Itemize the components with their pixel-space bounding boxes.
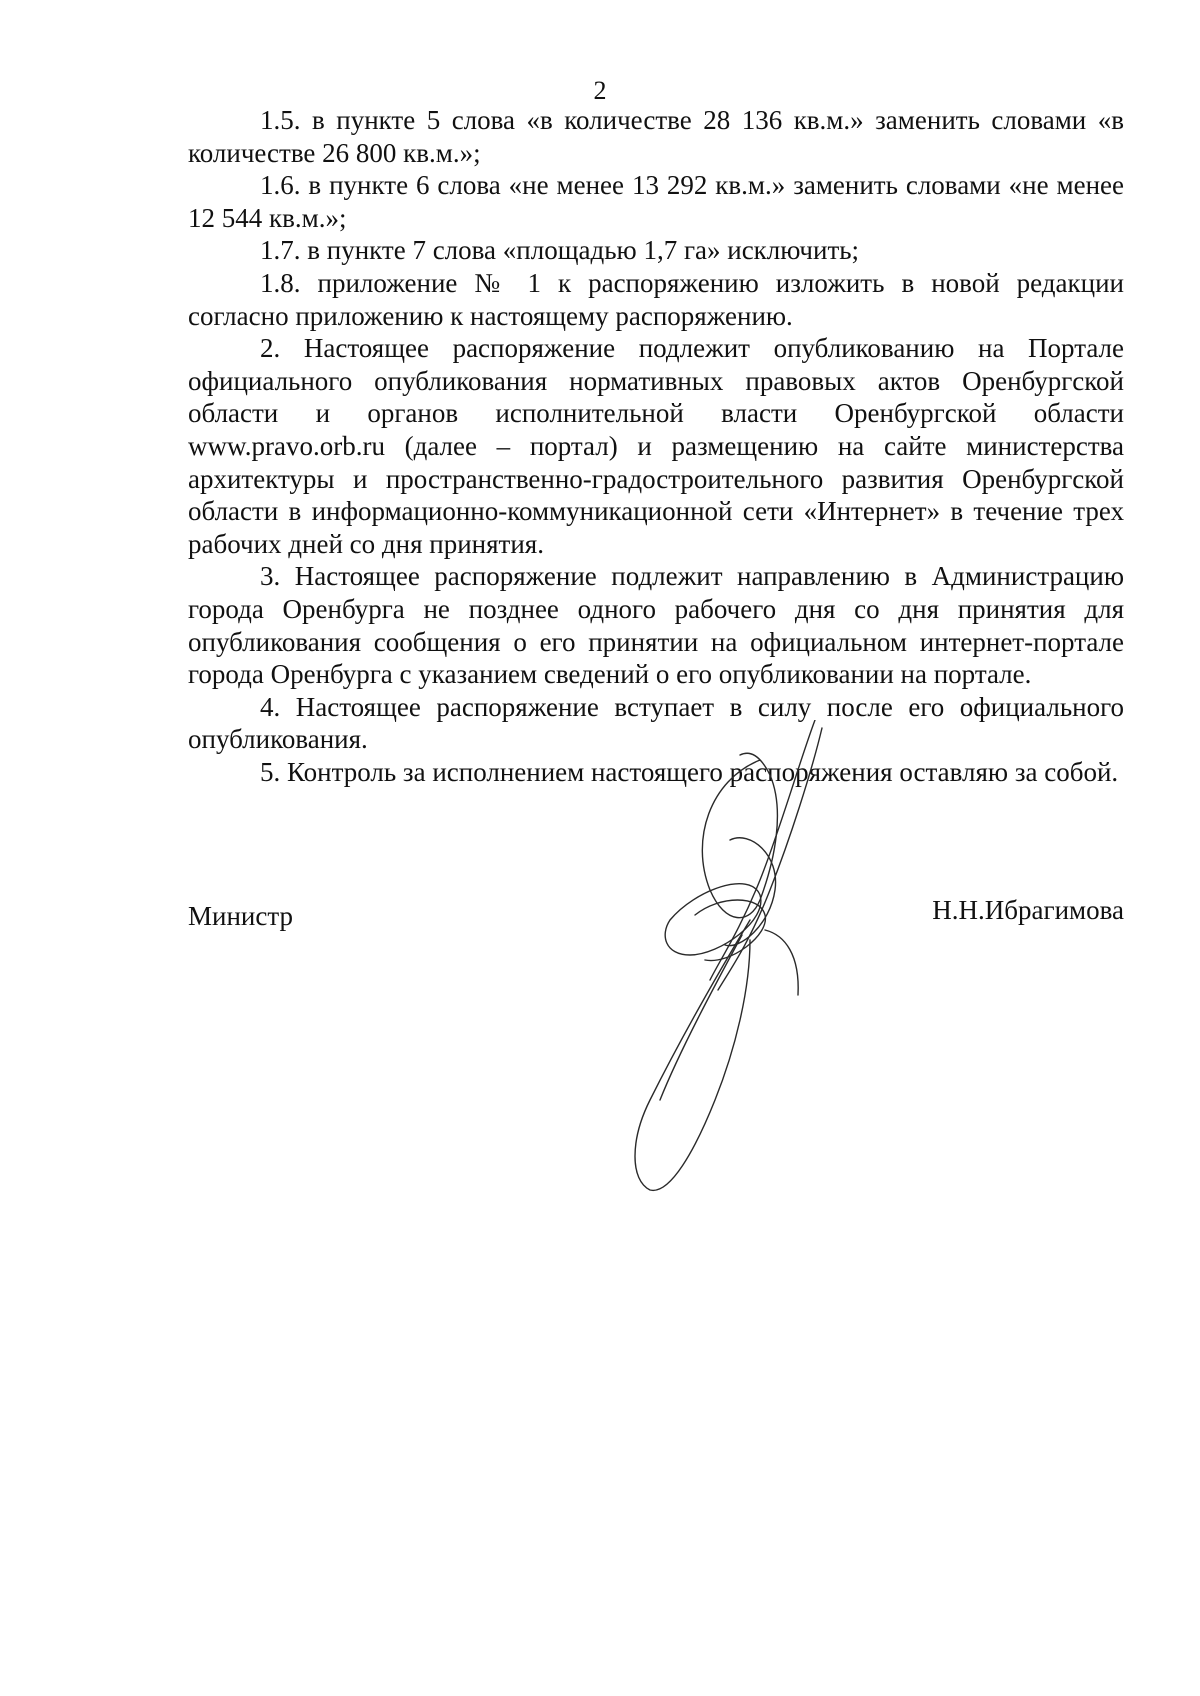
paragraph-1-7: 1.7. в пункте 7 слова «площадью 1,7 га» исключить;: [260, 235, 860, 266]
paragraph-3: 3. Настоящее распоряжение подлежит направлению в Администрацию города Оренбурга не позднее одного рабочего дня со дня принятия для опубликования сообщения о его принятии на официальном интернет-портале города Оренбурга с указанием сведений о его опубликовании на портале.: [188, 561, 1124, 690]
page-number: 2: [593, 76, 607, 105]
document-body: [188, 104, 1124, 788]
signatory-title: Министр: [188, 901, 293, 931]
paragraph-4: 4. Настоящее распоряжение вступает в силу после его официального опубликования.: [188, 691, 1124, 755]
paragraph-1-6: 1.6. в пункте 6 слова «не менее 13 292 кв.м.» заменить словами «не менее 12 544 кв.м.»;: [188, 170, 1124, 233]
paragraph-1-5: 1.5. в пункте 5 слова «в количестве 28 136 кв.м.» заменить словами «в количестве 26 800 кв.м.»;: [188, 105, 1124, 168]
paragraph-5: 5. Контроль за исполнением настоящего распоряжения оставляю за собой.: [260, 756, 1119, 787]
paragraph-1-8: 1.8. приложение № 1 к распоряжению изложить в новой редакции согласно приложению к настоящему распоряжению.: [188, 267, 1124, 331]
handwritten-signature: [600, 720, 940, 1220]
signatory-name: Н.Н.Ибрагимова: [932, 895, 1124, 925]
paragraph-2: 2. Настоящее распоряжение подлежит опубликованию на Портале официального опубликования нормативных правовых актов Оренбургской области и органов исполнительной власти Оренбургской области www.pravo.orb.ru (далее – портал) и размещению на сайте министерства архитектуры и пространственно-градостроительного развития Оренбургской области в информационно-коммуникационной сети «Интернет» в течение трех рабочих дней со дня принятия.: [188, 333, 1124, 559]
